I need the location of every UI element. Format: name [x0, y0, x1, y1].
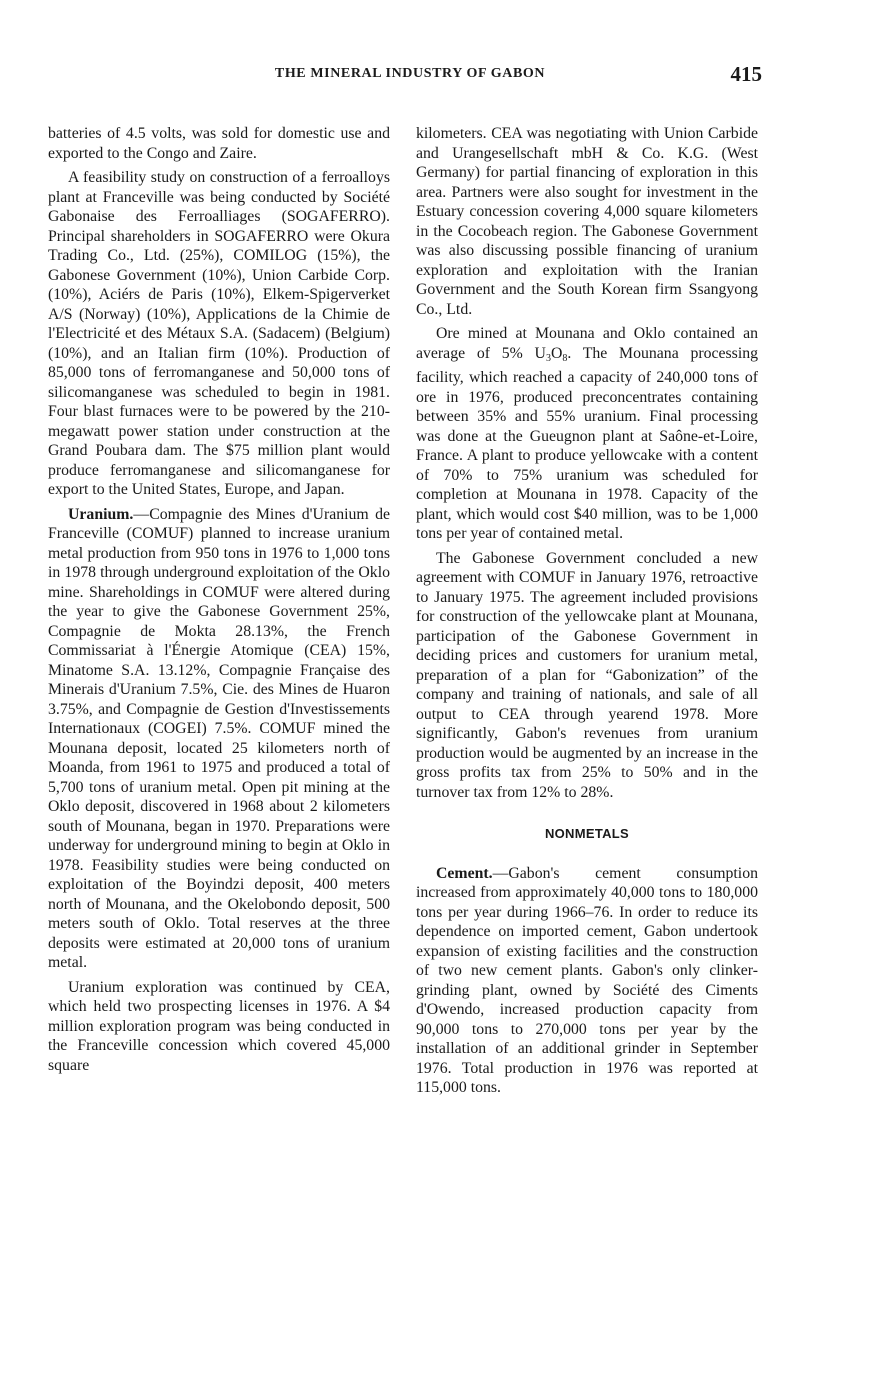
- subscript-3: 3: [545, 352, 551, 364]
- uranium-body: —Compagnie des Mines d'Uranium de Franceville (COMUF) planned to increase uranium metal production from 950 tons in 1976 to 1,000 tons in 1978 through underground exploitation of the Oklo mine. Shareholdings in COMUF were altered during the year to give the Gabonese Government 25%, Compagnie de Mokta 28.13%, the French Commissariat à l'Énergie Atomique (CEA) 15%, Minatome S.A. 13.12%, Compagnie Française des Minerais d'Uranium 7.5%, Cie. des Mines de Huaron 3.75%, and Compagnie de Gestion d'Investissements Internationaux (COGEI) 7.5%. COMUF mined the Mounana deposit, located 25 kilometers north of Moanda, from 1961 to 1975 and produced a total of 5,700 tons of uranium metal. Open pit mining at the Oklo deposit, discovered in 1968 about 2 kilometers south of Mounana, began in 1970. Preparations were underway for underground mining to begin at Oklo in 1978. Feasibility studies were being conducted on exploitation of the Boyindzi deposit, 400 meters north of Mounana, and the Okelobondo deposit, 500 meters south of Oklo. Total reserves at the three deposits were estimated at 20,000 tons of uranium metal.: [48, 505, 390, 971]
- cement-body: —Gabon's cement consumption increased from approximately 40,000 tons to 180,000 tons per year during 1966–76. In order to reduce its dependence on imported cement, Gabon undertook expansion of existing facilities and the construction of two new cement plants. Gabon's only clinker-grinding plant, owned by Société des Ciments d'Owendo, increased production capacity from 90,000 tons to 270,000 tons per year by the installation of an additional grinder in September 1976. Total production in 1976 was reported at 115,000 tons.: [416, 864, 758, 1096]
- right-column: [416, 124, 758, 1103]
- subscript-8: 8: [562, 352, 568, 364]
- running-header: THE MINERAL INDUSTRY OF GABON: [274, 66, 546, 81]
- paragraph-cea-negotiations: kilometers. CEA was negotiating with Union Carbide and Urangesellschaft mbH & Co. K.G. (West Germany) for partial financing of exploration in this area. Partners were also sought for investment in the Estuary concession covering 4,000 square kilometers in the Cocobeach region. The Gabonese Government was also discussing possible financing of uranium exploration and exploitation with the Iranian Government and the South Korean firm Ssangyong Co., Ltd.: [416, 125, 758, 318]
- paragraph-ore-mined: [416, 324, 758, 544]
- paragraph-comuf-agreement: The Gabonese Government concluded a new agreement with COMUF in January 1976, retroactive to January 1975. The agreement included provisions for construction of the yellowcake plant at Mounana, participation of the Gabonese Government in deciding prices and customers for uranium metal, preparation of a plan for “Gabonization” of the company and training of nationals, and sale of all output to CEA through yearend 1978. More significantly, Gabon's revenues from uranium production would be augmented by an increase in the gross profits tax from 25% to 50% and in the turnover tax from 12% to 28%.: [416, 549, 758, 801]
- paragraph-uranium: [48, 505, 390, 973]
- page-number: 415: [730, 62, 762, 86]
- ore-text-b: O: [550, 344, 563, 362]
- cement-run-in-heading: Cement.: [436, 864, 493, 882]
- uranium-run-in-heading: Uranium.: [68, 505, 134, 523]
- paragraph-ferroalloys: A feasibility study on construction of a ferroalloys plant at Franceville was being conducted by Société Gabonaise des Ferroalliages (SOGAFERRO). Principal shareholders in SOGAFERRO were Okura Trading Co., Ltd. (25%), COMILOG (15%), the Gabonese Government (10%), Union Carbide Corp. (10%), Aciérs de Paris (10%), Elkem-Spigerverket A/S (Norway) (10%), Applications de la Chimie de l'Electricité et des Métaux S.A. (Sadacem) (Belgium) (10%), and an Italian firm (10%). Production of 85,000 tons of ferromanganese and 50,000 tons of silicomanganese was scheduled to begin in 1981. Four blast furnaces were to be powered by the 210-megawatt power station under construction at the Grand Poubara dam. The $75 million plant would produce ferromanganese and silicomanganese for export to the United States, Europe, and Japan.: [48, 169, 390, 498]
- paragraph-uranium-exploration: Uranium exploration was continued by CEA, which held two prospecting licenses in 1976. A $4 million exploration program was being conducted in the Franceville concession which covered 45,000 square: [48, 978, 390, 1074]
- left-column: [48, 124, 390, 1080]
- paragraph-cement: [416, 864, 758, 1098]
- ore-text-c: . The Mounana processing facility, which reached a capacity of 240,000 tons of ore in 1976, produced preconcentrates containing between 35% and 55% uranium. Final processing was done at the Gueugnon plant at Saône-et-Loire, France. A plant to produce yellowcake with a content of 70% to 75% uranium was scheduled for completion at Mounana in 1978. Capacity of the plant, which would cost $40 million, was to be 1,000 tons per year of contained metal.: [416, 344, 759, 542]
- section-heading-nonmetals: NONMETALS: [544, 826, 630, 841]
- paragraph-batteries: batteries of 4.5 volts, was sold for domestic use and exported to the Congo and Zaire.: [48, 125, 390, 162]
- ore-text-a: Ore mined at Mounana and Oklo contained an average of 5% U: [416, 325, 758, 362]
